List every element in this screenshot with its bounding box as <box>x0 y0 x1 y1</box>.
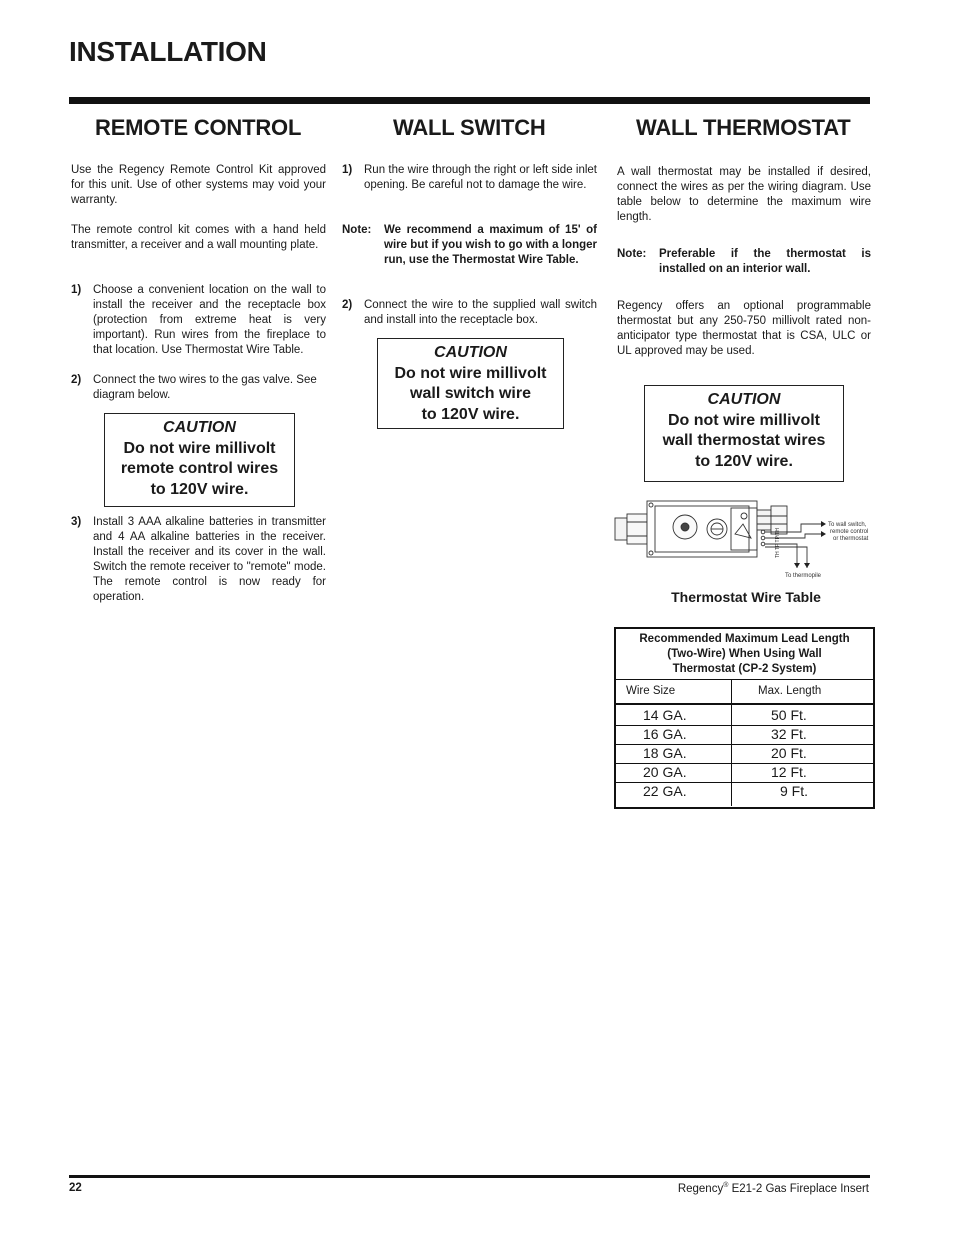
remote-control-heading: REMOTE CONTROL <box>95 115 302 140</box>
remote-control-caution-box <box>104 413 295 507</box>
diagram-label-right-3: or thermostat <box>833 536 869 542</box>
note-label: Note: <box>617 248 647 260</box>
note-text: We recommend a maximum of 15' of wire but if you wish to go with a longer run, use the Thermostat Wire Table. <box>384 224 597 266</box>
registered-mark: ® <box>723 1182 729 1189</box>
wall-switch-caution-box <box>377 338 564 429</box>
step-number: 1) <box>71 284 82 296</box>
table-header <box>616 629 873 680</box>
wall-thermostat-caution-box <box>644 385 844 482</box>
cell-max-length: 9 Ft. <box>780 783 809 799</box>
step-text: Install 3 AAA alkaline batteries in transmitter and 4 AA alkaline batteries in the receiver. Install the receiver and its cover in the wall. Switch the remote receiver to "remote" mode. The remote control is now ready for operation. <box>93 516 326 603</box>
footer-rule <box>69 1175 870 1178</box>
table-row <box>616 763 873 783</box>
step-number: 2) <box>342 299 353 311</box>
header-rule <box>69 97 870 104</box>
table-column-headers <box>616 680 873 705</box>
diagram-terminal-labels: TH TP TP/TH <box>775 527 781 558</box>
step-text: Connect the two wires to the gas valve. See diagram below. <box>93 374 317 401</box>
caution-line: to 120V wire. <box>421 405 520 423</box>
caution-title: CAUTION <box>163 419 236 436</box>
wall-thermostat-note <box>617 247 871 277</box>
page-title: INSTALLATION <box>69 36 267 67</box>
wall-thermostat-heading: WALL THERMOSTAT <box>636 115 851 140</box>
wall-switch-note <box>342 223 597 268</box>
table-row <box>616 782 873 801</box>
remote-control-kit-text: The remote control kit comes with a hand held transmitter, a receiver and a wall mounting plate. <box>71 224 326 251</box>
remote-control-intro: Use the Regency Remote Control Kit approved for this unit. Use of other systems may void your warranty. <box>71 164 326 206</box>
caution-line: to 120V wire. <box>150 480 249 498</box>
wall-thermostat-options: Regency offers an optional programmable thermostat but any 250-750 millivolt rated non-anticipator type thermostat that is CSA, ULC or UL approved may be used. <box>617 300 871 357</box>
step-text: Connect the wire to the supplied wall switch and install into the receptacle box. <box>364 299 597 326</box>
cell-max-length: 32 Ft. <box>771 726 807 742</box>
step-number: 2) <box>71 374 82 386</box>
footer-product-name: E21-2 Gas Fireplace Insert <box>728 1182 869 1195</box>
footer-brand: Regency <box>677 1182 724 1195</box>
cell-wire-size: 20 GA. <box>643 764 687 780</box>
cell-wire-size: 14 GA. <box>643 707 687 723</box>
thermostat-wire-table <box>614 627 875 809</box>
diagram-label-right-2: remote control <box>830 529 869 535</box>
table-header-line: (Two-Wire) When Using Wall <box>667 648 822 660</box>
wall-switch-step-1 <box>342 163 597 193</box>
caution-line: to 120V wire. <box>695 452 793 470</box>
footer-product <box>678 1182 869 1195</box>
caution-line: Do not wire millivolt <box>123 439 276 457</box>
cell-max-length: 12 Ft. <box>771 764 807 780</box>
thermostat-wire-table-title: Thermostat Wire Table <box>671 589 821 605</box>
note-text: Preferable if the thermostat is installed on an interior wall. <box>659 248 871 275</box>
cell-wire-size: 18 GA. <box>643 745 687 761</box>
caution-line: Do not wire millivolt <box>394 364 547 382</box>
step-number: 1) <box>342 164 353 176</box>
caution-line: Do not wire millivolt <box>667 411 820 429</box>
step-number: 3) <box>71 516 82 528</box>
remote-control-step-3 <box>71 515 326 605</box>
table-header-line: Thermostat (CP-2 System) <box>672 663 817 675</box>
table-row <box>616 706 873 726</box>
cell-wire-size: 16 GA. <box>643 726 687 742</box>
page-number: 22 <box>69 1182 82 1194</box>
gas-valve-wiring-diagram <box>611 494 879 580</box>
caution-title: CAUTION <box>707 391 781 408</box>
note-label: Note: <box>342 224 372 236</box>
caution-line: remote control wires <box>120 460 279 477</box>
cell-wire-size: 22 GA. <box>643 783 687 799</box>
diagram-label-right-1: To wall switch, <box>828 522 867 528</box>
caution-line: wall thermostat wires <box>662 432 826 449</box>
step-text: Run the wire through the right or left side inlet opening. Be careful not to damage the wire. <box>364 164 597 191</box>
wall-switch-heading: WALL SWITCH <box>393 115 546 140</box>
wall-switch-step-2 <box>342 298 597 328</box>
cell-max-length: 50 Ft. <box>771 707 807 723</box>
table-row <box>616 744 873 764</box>
table-row <box>616 725 873 745</box>
table-header-line: Recommended Maximum Lead Length <box>639 633 850 645</box>
remote-control-step-1 <box>71 283 326 358</box>
column-header-wire-size: Wire Size <box>626 685 676 697</box>
wall-thermostat-intro: A wall thermostat may be installed if desired, connect the wires as per the wiring diagram. Use table below to determine the maximum wire length. <box>617 166 871 223</box>
diagram-label-bottom: To thermopile <box>785 573 822 579</box>
caution-line: wall switch wire <box>410 385 531 402</box>
cell-max-length: 20 Ft. <box>771 745 807 761</box>
step-text: Choose a convenient location on the wall to install the receiver and the receptacle box (protection from extreme heat is very important). Run wires from the fireplace to that location. Use Thermostat Wire Table. <box>93 284 326 356</box>
caution-title: CAUTION <box>434 344 507 361</box>
column-header-max-length: Max. Length <box>758 685 822 697</box>
remote-control-step-2 <box>71 373 326 403</box>
